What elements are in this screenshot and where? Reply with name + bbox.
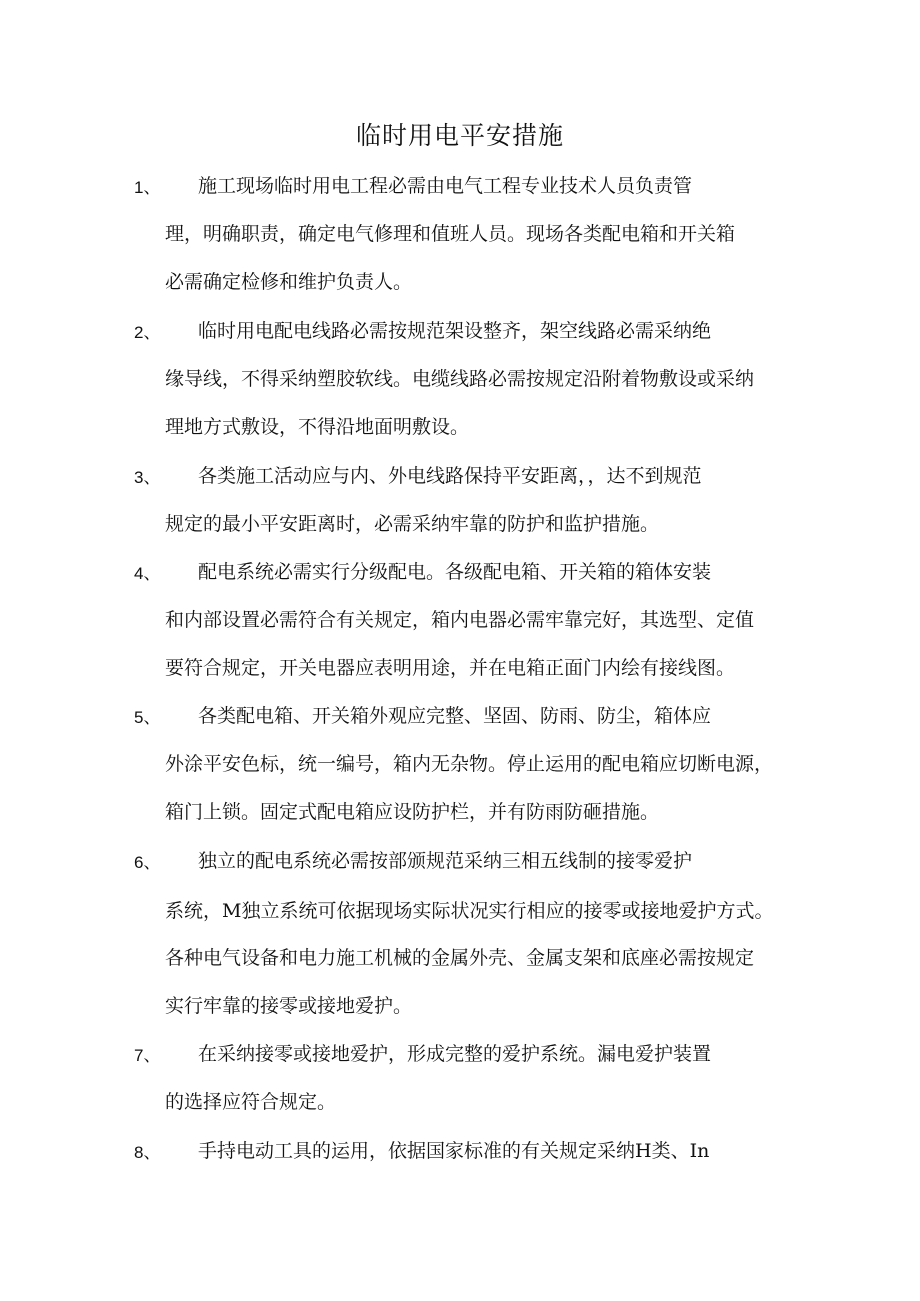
item-number: 4、 (134, 564, 161, 583)
item-number: 6、 (134, 853, 161, 872)
item-number: 8、 (134, 1143, 161, 1162)
item-text-line: 要符合规定，开关电器应表明用途，并在电箱正面门内绘有接线图。 (165, 657, 736, 679)
item-text-line: 各类施工活动应与内、外电线路保持平安距离，，达不到规范 (198, 465, 702, 487)
item-text-line: 手持电动工具的运用，依据国家标准的有关规定采纳H类、In (198, 1140, 710, 1162)
item-text-line: 的选择应符合规定。 (165, 1091, 337, 1113)
item-number: 3、 (134, 468, 161, 487)
item-text-line: 必需确定检修和维护负责人。 (165, 271, 413, 293)
item-text-line: 施工现场临时用电工程必需由电气工程专业技术人员负责管 (198, 175, 693, 197)
item-text-line: 系统，M独立系统可依据现场实际状况实行相应的接零或接地爱护方式。 (165, 900, 774, 922)
item-text-line: 实行牢靠的接零或接地爱护。 (165, 995, 413, 1017)
item-text-line: 各种电气设备和电力施工机械的金属外壳、金属支架和底座必需按规定 (165, 947, 755, 969)
item-number: 5、 (134, 708, 161, 727)
item-text-line: 配电系统必需实行分级配电。各级配电箱、开关箱的箱体安装 (198, 561, 712, 583)
item-text-line: 独立的配电系统必需按部颁规范采纳三相五线制的接零爱护 (198, 850, 693, 872)
item-text-line: 箱门上锁。固定式配电箱应设防护栏，并有防雨防砸措施。 (165, 801, 660, 823)
item-number: 7、 (134, 1046, 161, 1065)
item-text-line: 理，明确职责，确定电气修理和值班人员。现场各类配电箱和开关箱 (165, 223, 736, 245)
item-text-line: 和内部设置必需符合有关规定，箱内电器必需牢靠完好，其选型、定值 (165, 609, 755, 631)
item-number: 1、 (134, 178, 161, 197)
item-text-line: 临时用电配电线路必需按规范架设整齐，架空线路必需采纳绝 (198, 320, 712, 342)
item-text-line: 外涂平安色标，统一编号，箱内无杂物。停止运用的配电箱应切断电源， (165, 753, 774, 775)
item-text-line: 各类配电箱、开关箱外观应完整、坚固、防雨、防尘，箱体应 (198, 705, 712, 727)
item-text-line: 规定的最小平安距离时，必需采纳牢靠的防护和监护措施。 (165, 513, 660, 535)
item-text-line: 在采纳接零或接地爱护，形成完整的爱护系统。漏电爱护装置 (198, 1043, 712, 1065)
document-title: 临时用电平安措施 (355, 121, 564, 150)
item-number: 2、 (134, 323, 161, 342)
item-text-line: 理地方式敷设，不得沿地面明敷设。 (165, 416, 470, 438)
item-text-line: 缘导线，不得采纳塑胶软线。电缆线路必需按规定沿附着物敷设或采纳 (165, 368, 755, 390)
